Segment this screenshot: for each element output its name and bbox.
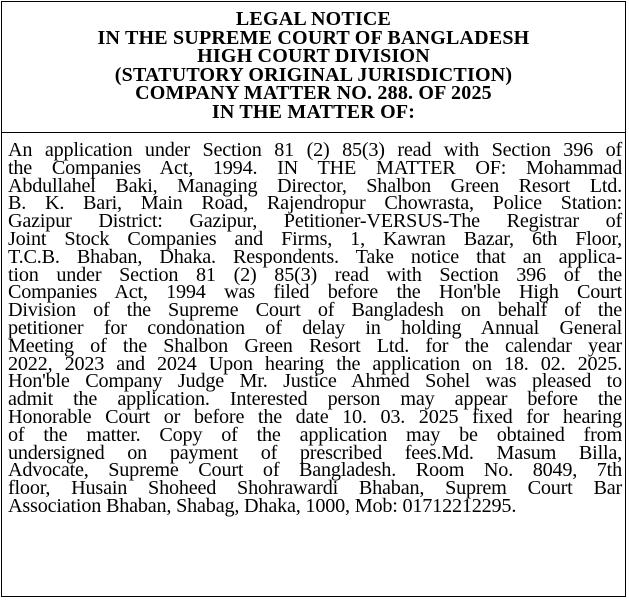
body-line: the Companies Act, 1994. IN THE MATTER OF: Mohammad — [8, 156, 622, 179]
body-line: Association Bhaban, Shabag, Dhaka, 1000, Mob: 01712212295. — [8, 494, 517, 517]
jurisdiction: (STATUTORY ORIGINAL JURISDICTION) — [114, 63, 513, 86]
notice-title: LEGAL NOTICE — [235, 8, 392, 30]
body-line: Meeting of the Shalbon Green Resort Ltd. for the calendar year — [8, 334, 622, 357]
division-name: HIGH COURT DIVISION — [197, 45, 430, 68]
header-divider — [2, 132, 625, 133]
body-line: Gazipur District: Gazipur, Petitioner-VERSUS-The Registrar of — [8, 210, 622, 233]
body-line: T.C.B. Bhaban, Dhaka. Respondents. Take notice that an applica- — [8, 245, 622, 268]
body-line: undersigned on payment of prescribed fees.Md. Masum Billa, — [8, 441, 622, 464]
body-line: Abdullahel Baki, Managing Director, Shalbon Green Resort Ltd. — [8, 174, 622, 197]
body-line: Joint Stock Companies and Firms, 1, Kawran Bazar, 6th Floor, — [8, 227, 622, 250]
body-line: tion under Section 81 (2) 85(3) read with Section 396 of the — [8, 263, 622, 286]
company-matter-number: COMPANY MATTER NO. 288. OF 2025 — [135, 82, 492, 105]
matter-heading: IN THE MATTER OF: — [211, 100, 416, 123]
body-line: Division of the Supreme Court of Bangladesh on behalf of the — [8, 299, 622, 322]
body-line: Hon'ble Company Judge Mr. Justice Ahmed Sohel was pleased to — [8, 370, 622, 393]
notice-body — [8, 139, 622, 517]
body-line: An application under Section 81 (2) 85(3) read with Section 396 of — [8, 139, 622, 161]
legal-notice-frame — [1, 1, 626, 597]
body-line: petitioner for condonation of delay in holding Annual General — [8, 316, 622, 339]
body-line: Advocate, Supreme Court of Bangladesh. Room No. 8049, 7th — [8, 459, 622, 482]
body-line: B. K. Bari, Main Road, Rajendropur Chowrasta, Police Station: — [8, 192, 622, 215]
body-line: Honorable Court or before the date 10. 03. 2025 fixed for hearing — [8, 405, 622, 428]
body-line: admit the application. Interested person may appear before the — [8, 388, 622, 411]
body-line: Companies Act, 1994 was filed before the Hon'ble High Court — [8, 281, 622, 304]
body-line: floor, Husain Shoheed Shohrawardi Bhaban, Suprem Court Bar — [8, 477, 622, 500]
body-line: of the matter. Copy of the application may be obtained from — [8, 423, 622, 446]
notice-header — [2, 10, 625, 122]
body-line: 2022, 2023 and 2024 Upon hearing the application on 18. 02. 2025. — [8, 352, 622, 375]
court-name: IN THE SUPREME COURT OF BANGLADESH — [97, 26, 530, 49]
